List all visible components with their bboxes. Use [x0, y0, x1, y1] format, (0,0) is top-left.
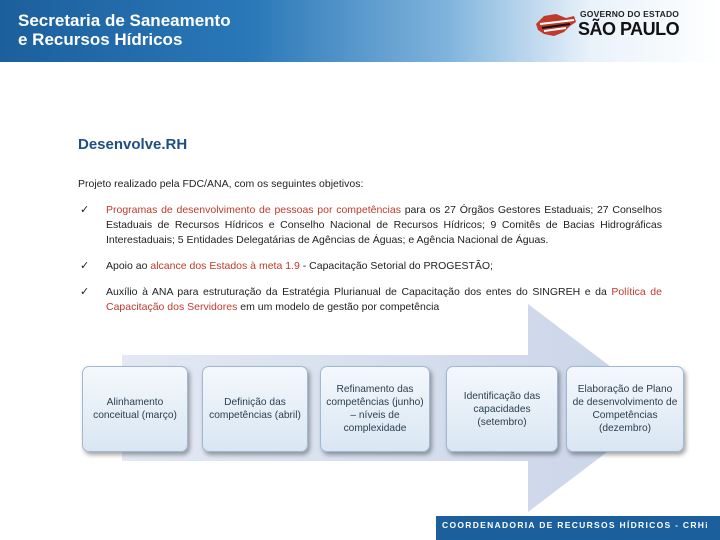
checkmark-icon: ✓: [80, 260, 90, 272]
governo-do-estado-label: GOVERNO DO ESTADO: [580, 9, 680, 19]
secretaria-title-line2: e Recursos Hídricos: [18, 30, 183, 49]
bullet-pre-text: Auxílio à ANA para estruturação da Estratégia Plurianual de Capacitação dos entes do SINGREH e da: [106, 286, 612, 298]
secretaria-title-line1: Secretaria de Saneamento: [18, 11, 231, 30]
bullet-rest-text: - Capacitação Setorial do PROGESTÃO;: [299, 260, 493, 272]
highlight-text: Política de Capacitação dos Servidores: [106, 286, 662, 313]
process-step-2: Definição das competências (abril): [202, 366, 308, 452]
checkmark-icon: ✓: [80, 286, 90, 298]
highlight-text: Programas de desenvolvimento de pessoas por competências: [106, 204, 401, 216]
process-step-1: Alinhamento conceitual (março): [82, 366, 188, 452]
bullet-pre-text: Apoio ao: [106, 260, 151, 272]
intro-text: Projeto realizado pela FDC/ANA, com os seguintes objetivos:: [78, 178, 364, 190]
process-step-4: Identificação das capacidades (setembro): [446, 366, 558, 452]
bullet-rest-text: para os 27 Órgãos Gestores Estaduais; 27 Conselhos Estaduais de Recursos Hídricos e Conselho Nacional de Recursos Hídricos; 9 Comitês de Bacias Hidrográficas Interestaduais; 5 Entidades Delegatárias de Agências de Águas; e Agência Nacional de Águas.: [106, 204, 662, 246]
sao-paulo-label: SÃO PAULO: [578, 19, 680, 39]
footer-text: COORDENADORIA DE RECURSOS HÍDRICOS - CRHi: [442, 520, 709, 530]
bullet-rest-text: em um modelo de gestão por competência: [237, 301, 440, 313]
highlight-text: alcance dos Estados à meta 1.9: [150, 260, 300, 272]
page-title: Desenvolve.RH: [78, 136, 188, 153]
checkmark-icon: ✓: [80, 204, 90, 216]
process-step-3: Refinamento das competências (junho) – níveis de complexidade: [320, 366, 430, 452]
process-step-5: Elaboração de Plano de desenvolvimento de Competências (dezembro): [566, 366, 684, 452]
